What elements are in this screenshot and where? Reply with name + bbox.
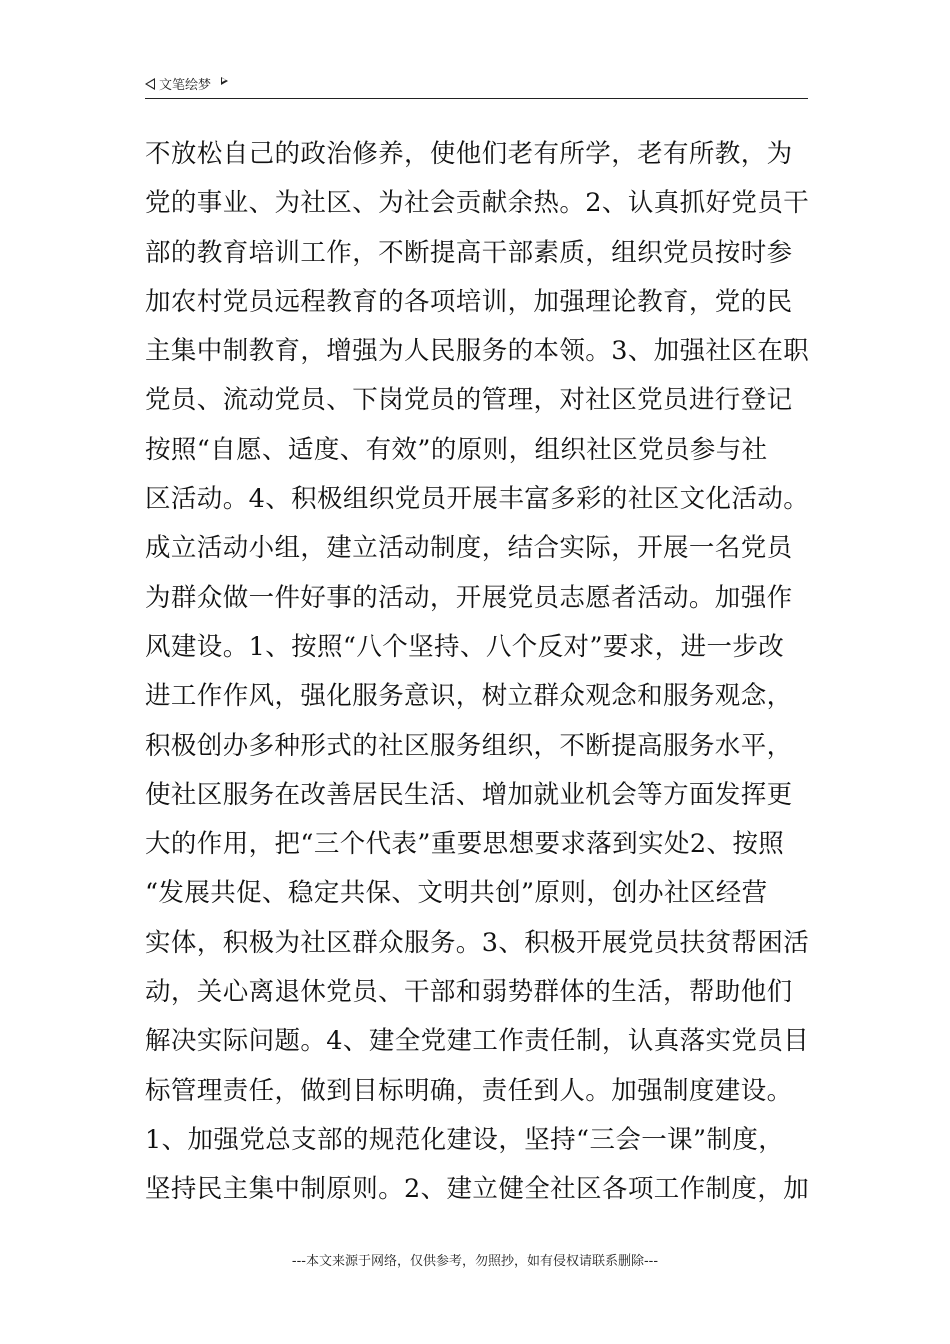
text-line: “发展共促、稳定共保、文明共创”原则，创办社区经营: [145, 878, 768, 909]
text-line: 进工作作风，强化服务意识，树立群众观念和服务观念，: [145, 681, 793, 712]
text-line: 党员、流动党员、下岗党员的管理，对社区党员进行登记: [145, 385, 793, 416]
text-line: 1、加强党总支部的规范化建设，坚持“三会一课”制度，: [145, 1124, 785, 1155]
text-line: 党的事业、为社区、为社会贡献余热。2、认真抓好党员干: [145, 188, 810, 219]
text-line: 大的作用，把“三个代表”重要思想要求落到实处2、按照: [145, 829, 785, 860]
header-brand: [145, 74, 228, 93]
text-line: 部的教育培训工作，不断提高干部素质，组织党员按时参: [145, 237, 793, 268]
text-line: 解决实际问题。4、建全党建工作责任制，认真落实党员目: [145, 1026, 810, 1057]
text-line: 区活动。4、积极组织党员开展丰富多彩的社区文化活动。: [145, 484, 810, 515]
triangle-left-icon: [145, 78, 155, 90]
text-line: 为群众做一件好事的活动，开展党员志愿者活动。加强作: [145, 582, 793, 613]
text-line: 主集中制教育，增强为人民服务的本领。3、加强社区在职: [145, 336, 810, 367]
text-line: 实体，积极为社区群众服务。3、积极开展党员扶贫帮困活: [145, 927, 810, 958]
text-line: 不放松自己的政治修养，使他们老有所学，老有所教，为: [145, 139, 793, 169]
text-line: 积极创办多种形式的社区服务组织，不断提高服务水平，: [145, 730, 793, 761]
text-line: 坚持民主集中制原则。2、建立健全社区各项工作制度，加: [145, 1174, 810, 1205]
document-body: [145, 130, 825, 1215]
header-title: 文笔绘梦: [159, 78, 212, 93]
triangle-right-icon: [221, 77, 228, 85]
text-line: 成立活动小组，建立活动制度，结合实际，开展一名党员: [145, 533, 793, 564]
text-line: 风建设。1、按照“八个坚持、八个反对”要求，进一步改: [145, 631, 785, 662]
text-line: 加农村党员远程教育的各项培训，加强理论教育，党的民: [145, 286, 793, 317]
page-footer-disclaimer: ---本文来源于网络，仅供参考，勿照抄，如有侵权请联系删除---: [291, 1254, 659, 1269]
text-line: 按照“自愿、适度、有效”的原则，组织社区党员参与社: [145, 434, 768, 465]
text-line: 动，关心离退休党员、干部和弱势群体的生活，帮助他们: [145, 977, 793, 1008]
text-line: 使社区服务在改善居民生活、增加就业机会等方面发挥更: [145, 779, 793, 810]
text-line: 标管理责任，做到目标明确，责任到人。加强制度建设。: [145, 1075, 793, 1106]
page-header: [145, 72, 808, 99]
